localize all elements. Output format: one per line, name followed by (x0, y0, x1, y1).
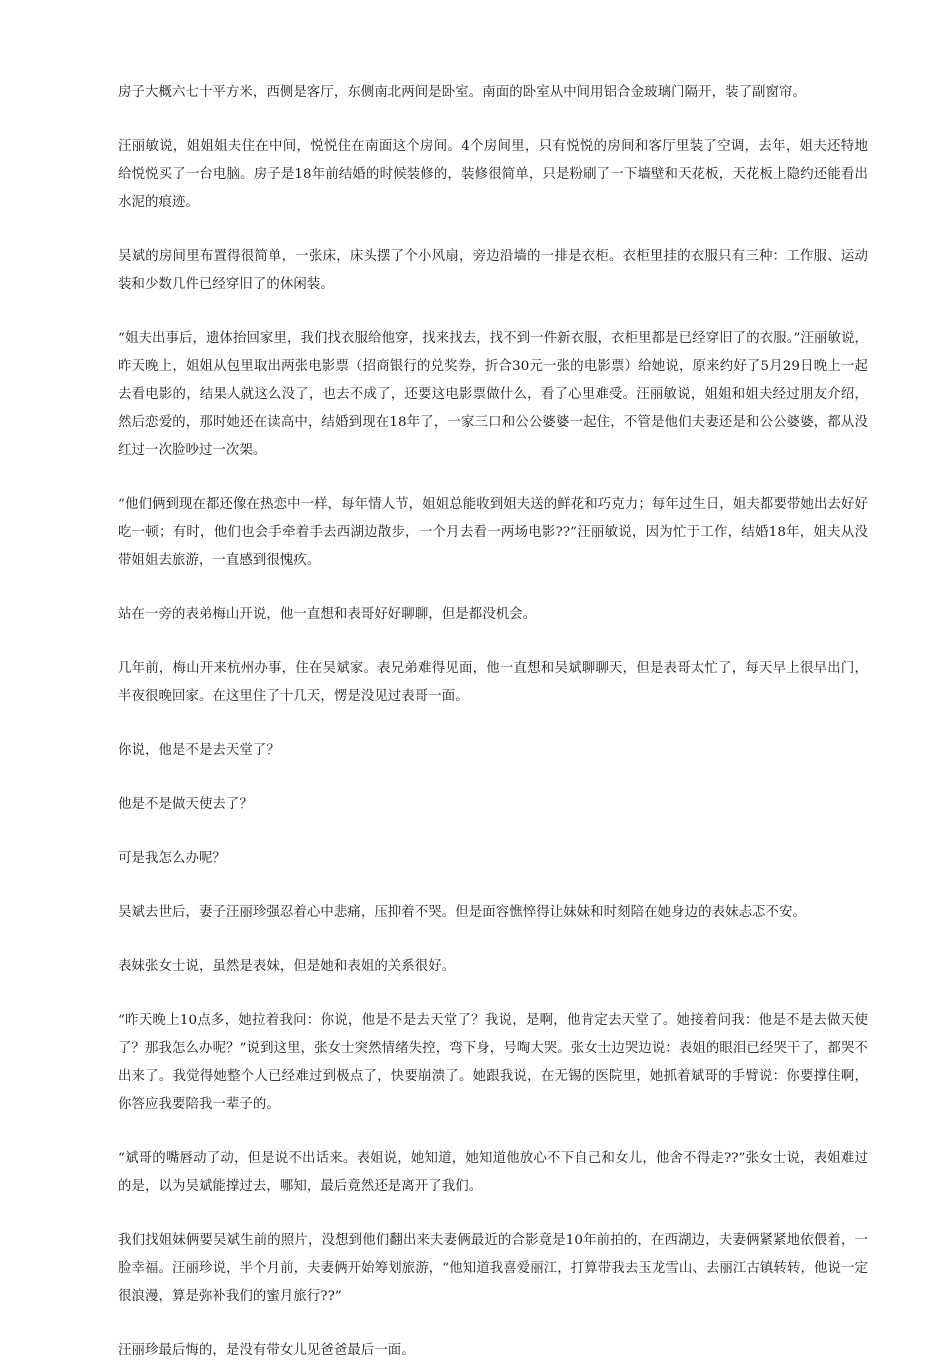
paragraph-4: “姐夫出事后，遗体抬回家里，我们找衣服给他穿，找来找去，找不到一件新衣服，衣柜里都是已经穿旧了的衣服。”汪丽敏说，昨天晚上，姐姐从包里取出两张电影票（招商银行的兑奖券，折合30元一张的电影票）给她说，原来约好了5月29日晚上一起去看电影的，结果人就这么没了，也去不成了，还要这电影票做什么，看了心里难受。汪丽敏说，姐姐和姐夫经过朋友介绍，然后恋爱的，那时她还在读高中，结婚到现在18年了，一家三口和公公婆婆一起住，不管是他们夫妻还是和公公婆婆，都从没红过一次脸吵过一次架。 (118, 331, 868, 458)
paragraph-14: “斌哥的嘴唇动了动，但是说不出话来。表姐说，她知道，她知道他放心不下自己和女儿，他舍不得走??”张女士说，表姐难过的是，以为吴斌能撑过去，哪知，最后竟然还是离开了我们。 (118, 1151, 868, 1194)
paragraph-12: 表妹张女士说，虽然是表妹，但是她和表姐的关系很好。 (118, 959, 456, 974)
paragraph-16: 汪丽珍最后悔的，是没有带女儿见爸爸最后一面。 (118, 1343, 415, 1358)
paragraph-6: 站在一旁的表弟梅山开说，他一直想和表哥好好聊聊，但是都没机会。 (118, 607, 537, 622)
paragraph-2: 汪丽敏说，姐姐姐夫住在中间，悦悦住在南面这个房间。4个房间里，只有悦悦的房间和客厅里装了空调，去年，姐夫还特地给悦悦买了一台电脑。房子是18年前结婚的时候装修的，装修很简单，只是粉刷了一下墙壁和天花板，天花板上隐约还能看出水泥的痕迹。 (118, 139, 868, 210)
paragraph-11: 吴斌去世后，妻子汪丽珍强忍着心中悲痛，压抑着不哭。但是面容憔悴得让妹妹和时刻陪在她身边的表妹忐忑不安。 (118, 905, 807, 920)
paragraph-7: 几年前，梅山开来杭州办事，住在吴斌家。表兄弟难得见面，他一直想和吴斌聊聊天，但是表哥太忙了，每天早上很早出门，半夜很晚回家。在这里住了十几天，愣是没见过表哥一面。 (118, 661, 868, 704)
paragraph-9: 他是不是做天使去了？ (118, 797, 253, 812)
paragraph-8: 你说，他是不是去天堂了？ (118, 743, 280, 758)
paragraph-5: “他们俩到现在都还像在热恋中一样，每年情人节，姐姐总能收到姐夫送的鲜花和巧克力；每年过生日，姐夫都要带她出去好好吃一顿；有时，他们也会手牵着手去西湖边散步，一个月去看一两场电影??”汪丽敏说，因为忙于工作，结婚18年，姐夫从没带姐姐去旅游，一直感到很愧疚。 (118, 497, 868, 568)
paragraph-13: “昨天晚上10点多，她拉着我问：你说，他是不是去天堂了？我说，是啊，他肯定去天堂了。她接着问我：他是不是去做天使了？那我怎么办呢？”说到这里，张女士突然情绪失控，弯下身，号啕大哭。张女士边哭边说：表姐的眼泪已经哭干了，都哭不出来了。我觉得她整个人已经难过到极点了，快要崩溃了。她跟我说，在无锡的医院里，她抓着斌哥的手臂说：你要撑住啊，你答应我要陪我一辈子的。 (118, 1013, 868, 1112)
paragraph-1: 房子大概六七十平方米，西侧是客厅，东侧南北两间是卧室。南面的卧室从中间用铝合金玻璃门隔开，装了副窗帘。 (118, 85, 807, 100)
paragraph-15: 我们找姐妹俩要吴斌生前的照片，没想到他们翻出来夫妻俩最近的合影竟是10年前拍的，在西湖边，夫妻俩紧紧地依偎着，一脸幸福。汪丽珍说，半个月前，夫妻俩开始筹划旅游，“他知道我喜爱丽江，打算带我去玉龙雪山、去丽江古镇转转，他说一定很浪漫，算是弥补我们的蜜月旅行??” (118, 1233, 868, 1304)
paragraph-3: 吴斌的房间里布置得很简单，一张床，床头摆了个小风扇，旁边沿墙的一排是衣柜。衣柜里挂的衣服只有三种：工作服、运动装和少数几件已经穿旧了的休闲装。 (118, 249, 868, 292)
paragraph-10: 可是我怎么办呢？ (118, 851, 226, 866)
